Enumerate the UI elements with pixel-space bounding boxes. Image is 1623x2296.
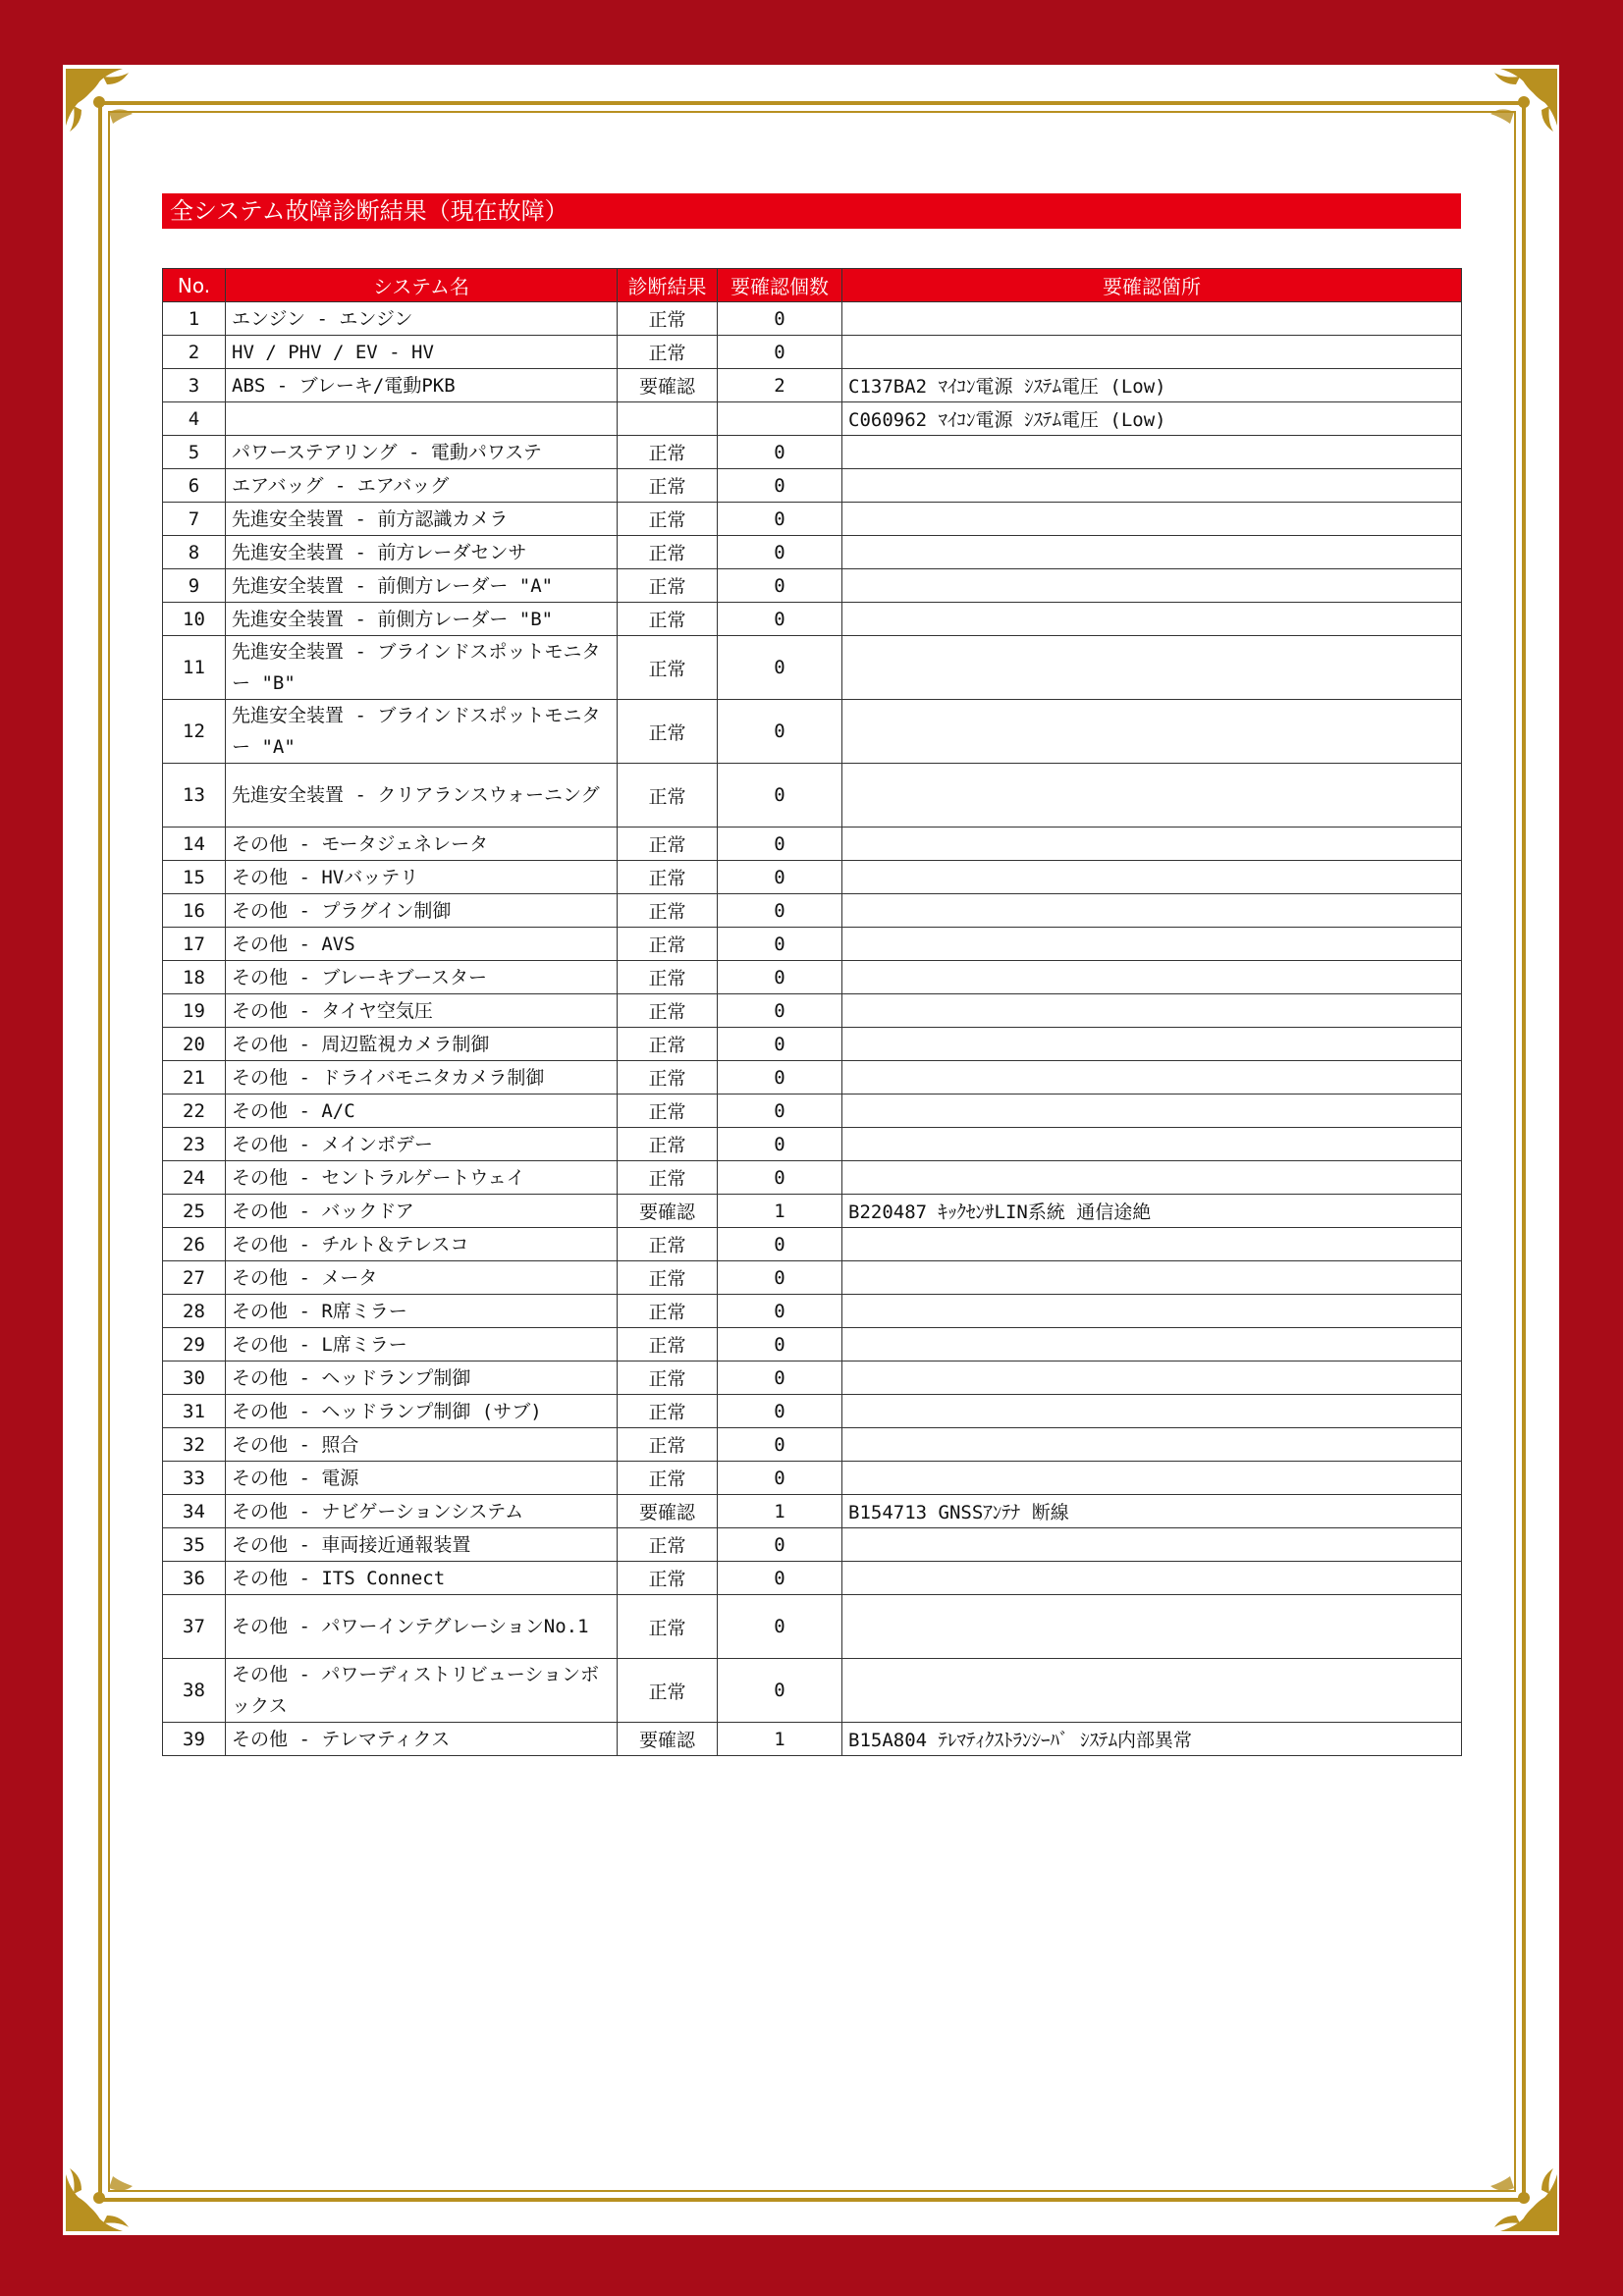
row-location <box>842 1095 1462 1128</box>
row-result: 正常 <box>618 1462 718 1495</box>
table-row <box>163 894 1462 928</box>
row-system-name: その他 - タイヤ空気圧 <box>226 994 618 1028</box>
table-row <box>163 1723 1462 1756</box>
row-location <box>842 1295 1462 1328</box>
row-system-name: ABS - ブレーキ/電動PKB <box>226 369 618 402</box>
row-count: 0 <box>718 1395 842 1428</box>
table-row <box>163 369 1462 402</box>
row-result: 正常 <box>618 636 718 700</box>
row-location <box>842 636 1462 700</box>
table-row <box>163 1659 1462 1723</box>
row-count: 2 <box>718 369 842 402</box>
row-result: 正常 <box>618 764 718 828</box>
row-no: 11 <box>163 636 226 700</box>
row-no: 5 <box>163 436 226 469</box>
row-result: 正常 <box>618 1161 718 1195</box>
row-system-name: その他 - プラグイン制御 <box>226 894 618 928</box>
table-row <box>163 436 1462 469</box>
row-location <box>842 861 1462 894</box>
row-result: 要確認 <box>618 1495 718 1528</box>
row-location <box>842 1428 1462 1462</box>
row-system-name: その他 - L席ミラー <box>226 1328 618 1362</box>
row-system-name <box>226 402 618 436</box>
row-system-name: エアバッグ - エアバッグ <box>226 469 618 503</box>
row-no: 16 <box>163 894 226 928</box>
row-location: B15A804 ﾃﾚﾏﾃｨｸｽﾄﾗﾝｼｰﾊﾞ ｼｽﾃﾑ内部異常 <box>842 1723 1462 1756</box>
header-no: No. <box>163 269 226 302</box>
row-no: 29 <box>163 1328 226 1362</box>
row-count: 1 <box>718 1723 842 1756</box>
row-result: 正常 <box>618 1595 718 1659</box>
row-result: 正常 <box>618 1395 718 1428</box>
row-location <box>842 569 1462 603</box>
row-location <box>842 828 1462 861</box>
row-system-name: その他 - チルト＆テレスコ <box>226 1228 618 1261</box>
row-system-name: その他 - メータ <box>226 1261 618 1295</box>
row-count: 0 <box>718 336 842 369</box>
row-no: 17 <box>163 928 226 961</box>
table-row <box>163 1362 1462 1395</box>
row-system-name: その他 - モータジェネレータ <box>226 828 618 861</box>
table-row <box>163 536 1462 569</box>
row-no: 31 <box>163 1395 226 1428</box>
table-row <box>163 700 1462 764</box>
row-count: 0 <box>718 302 842 336</box>
header-system-name: システム名 <box>226 269 618 302</box>
row-count: 0 <box>718 1061 842 1095</box>
row-no: 27 <box>163 1261 226 1295</box>
row-count: 0 <box>718 503 842 536</box>
row-count: 0 <box>718 1528 842 1562</box>
row-count: 0 <box>718 569 842 603</box>
table-row <box>163 402 1462 436</box>
row-system-name: パワーステアリング - 電動パワステ <box>226 436 618 469</box>
row-result: 正常 <box>618 1228 718 1261</box>
table-row <box>163 1161 1462 1195</box>
row-location <box>842 1562 1462 1595</box>
table-row <box>163 1061 1462 1095</box>
table-row <box>163 336 1462 369</box>
header-count: 要確認個数 <box>718 269 842 302</box>
row-no: 18 <box>163 961 226 994</box>
row-system-name: 先進安全装置 - クリアランスウォーニング <box>226 764 618 828</box>
row-system-name: 先進安全装置 - 前側方レーダー "B" <box>226 603 618 636</box>
row-result: 要確認 <box>618 1723 718 1756</box>
row-no: 32 <box>163 1428 226 1462</box>
row-result: 正常 <box>618 469 718 503</box>
row-result: 正常 <box>618 1528 718 1562</box>
row-count: 0 <box>718 603 842 636</box>
row-system-name: その他 - テレマティクス <box>226 1723 618 1756</box>
table-row <box>163 1228 1462 1261</box>
row-result: 正常 <box>618 1362 718 1395</box>
row-no: 25 <box>163 1195 226 1228</box>
row-count: 0 <box>718 928 842 961</box>
table-row <box>163 1395 1462 1428</box>
row-no: 10 <box>163 603 226 636</box>
corner-ornament-top-left <box>64 67 162 165</box>
row-count: 0 <box>718 1328 842 1362</box>
table-row <box>163 1195 1462 1228</box>
table-row <box>163 569 1462 603</box>
row-no: 21 <box>163 1061 226 1095</box>
corner-ornament-top-right <box>1461 67 1559 165</box>
row-count: 0 <box>718 700 842 764</box>
row-count: 0 <box>718 1228 842 1261</box>
row-result: 正常 <box>618 503 718 536</box>
row-count: 0 <box>718 764 842 828</box>
row-location <box>842 1595 1462 1659</box>
table-row <box>163 302 1462 336</box>
row-location <box>842 928 1462 961</box>
row-system-name: その他 - AVS <box>226 928 618 961</box>
row-location <box>842 1659 1462 1723</box>
table-row <box>163 1328 1462 1362</box>
row-count: 0 <box>718 828 842 861</box>
row-system-name: その他 - ITS Connect <box>226 1562 618 1595</box>
row-result: 正常 <box>618 536 718 569</box>
table-header-row <box>163 269 1462 302</box>
table-row <box>163 1028 1462 1061</box>
row-no: 26 <box>163 1228 226 1261</box>
row-result: 正常 <box>618 336 718 369</box>
row-system-name: その他 - 車両接近通報装置 <box>226 1528 618 1562</box>
row-location <box>842 994 1462 1028</box>
row-system-name: その他 - 電源 <box>226 1462 618 1495</box>
table-row <box>163 1528 1462 1562</box>
row-system-name: その他 - ドライバモニタカメラ制御 <box>226 1061 618 1095</box>
row-no: 33 <box>163 1462 226 1495</box>
row-result: 正常 <box>618 1261 718 1295</box>
row-location: B220487 ｷｯｸｾﾝｻLIN系統 通信途絶 <box>842 1195 1462 1228</box>
row-count: 0 <box>718 1295 842 1328</box>
row-no: 39 <box>163 1723 226 1756</box>
row-location <box>842 469 1462 503</box>
row-system-name: その他 - パワーディストリビューションボックス <box>226 1659 618 1723</box>
row-location <box>842 700 1462 764</box>
row-count: 1 <box>718 1195 842 1228</box>
row-result: 正常 <box>618 700 718 764</box>
row-system-name: エンジン - エンジン <box>226 302 618 336</box>
row-count: 0 <box>718 1161 842 1195</box>
row-location <box>842 1261 1462 1295</box>
row-system-name: その他 - ナビゲーションシステム <box>226 1495 618 1528</box>
table-row <box>163 469 1462 503</box>
row-system-name: その他 - セントラルゲートウェイ <box>226 1161 618 1195</box>
row-count: 1 <box>718 1495 842 1528</box>
table-row <box>163 764 1462 828</box>
row-count: 0 <box>718 469 842 503</box>
row-result: 正常 <box>618 894 718 928</box>
row-result: 正常 <box>618 828 718 861</box>
table-row <box>163 1295 1462 1328</box>
table-row <box>163 928 1462 961</box>
table-row <box>163 1462 1462 1495</box>
row-no: 14 <box>163 828 226 861</box>
table-row <box>163 994 1462 1028</box>
table-row <box>163 1562 1462 1595</box>
table-row <box>163 636 1462 700</box>
row-system-name: その他 - ヘッドランプ制御 <box>226 1362 618 1395</box>
row-count: 0 <box>718 1595 842 1659</box>
row-system-name: 先進安全装置 - 前側方レーダー "A" <box>226 569 618 603</box>
row-no: 6 <box>163 469 226 503</box>
row-location <box>842 1462 1462 1495</box>
row-location <box>842 764 1462 828</box>
corner-ornament-bottom-right <box>1461 2135 1559 2233</box>
row-no: 23 <box>163 1128 226 1161</box>
row-result: 正常 <box>618 1659 718 1723</box>
row-count: 0 <box>718 894 842 928</box>
row-location <box>842 336 1462 369</box>
row-count: 0 <box>718 1128 842 1161</box>
page-title: 全システム故障診断結果（現在故障） <box>162 193 1461 229</box>
row-system-name: 先進安全装置 - ブラインドスポットモニター "B" <box>226 636 618 700</box>
row-system-name: その他 - A/C <box>226 1095 618 1128</box>
row-no: 28 <box>163 1295 226 1328</box>
row-count: 0 <box>718 1261 842 1295</box>
table-row <box>163 828 1462 861</box>
table-row <box>163 1428 1462 1462</box>
row-result: 正常 <box>618 1295 718 1328</box>
row-system-name: その他 - バックドア <box>226 1195 618 1228</box>
row-result: 正常 <box>618 1428 718 1462</box>
row-result: 正常 <box>618 1562 718 1595</box>
row-result: 正常 <box>618 1128 718 1161</box>
row-result: 正常 <box>618 1328 718 1362</box>
row-no: 8 <box>163 536 226 569</box>
header-result: 診断結果 <box>618 269 718 302</box>
row-location <box>842 603 1462 636</box>
row-count: 0 <box>718 994 842 1028</box>
row-system-name: 先進安全装置 - ブラインドスポットモニター "A" <box>226 700 618 764</box>
row-location <box>842 1328 1462 1362</box>
row-count: 0 <box>718 861 842 894</box>
row-count: 0 <box>718 961 842 994</box>
row-system-name: その他 - ブレーキブースター <box>226 961 618 994</box>
row-result: 正常 <box>618 961 718 994</box>
row-location <box>842 1061 1462 1095</box>
row-count: 0 <box>718 436 842 469</box>
row-system-name: その他 - パワーインテグレーションNo.1 <box>226 1595 618 1659</box>
row-system-name: その他 - ヘッドランプ制御 (サブ) <box>226 1395 618 1428</box>
table-row <box>163 503 1462 536</box>
row-result: 正常 <box>618 928 718 961</box>
diagnosis-table <box>162 268 1462 1756</box>
row-location <box>842 1528 1462 1562</box>
row-result: 要確認 <box>618 369 718 402</box>
row-result <box>618 402 718 436</box>
row-count: 0 <box>718 1659 842 1723</box>
row-result: 正常 <box>618 569 718 603</box>
row-location <box>842 961 1462 994</box>
row-no: 15 <box>163 861 226 894</box>
row-no: 3 <box>163 369 226 402</box>
row-no: 12 <box>163 700 226 764</box>
row-location: C137BA2 ﾏｲｺﾝ電源 ｼｽﾃﾑ電圧 (Low) <box>842 369 1462 402</box>
row-result: 正常 <box>618 1028 718 1061</box>
row-result: 正常 <box>618 436 718 469</box>
row-result: 正常 <box>618 1095 718 1128</box>
row-result: 正常 <box>618 302 718 336</box>
row-result: 正常 <box>618 603 718 636</box>
table-row <box>163 1261 1462 1295</box>
row-no: 38 <box>163 1659 226 1723</box>
row-result: 正常 <box>618 994 718 1028</box>
row-location <box>842 1228 1462 1261</box>
row-result: 正常 <box>618 861 718 894</box>
table-row <box>163 603 1462 636</box>
row-count: 0 <box>718 1562 842 1595</box>
row-system-name: その他 - HVバッテリ <box>226 861 618 894</box>
row-location: C060962 ﾏｲｺﾝ電源 ｼｽﾃﾑ電圧 (Low) <box>842 402 1462 436</box>
row-system-name: 先進安全装置 - 前方レーダセンサ <box>226 536 618 569</box>
row-system-name: 先進安全装置 - 前方認識カメラ <box>226 503 618 536</box>
row-no: 36 <box>163 1562 226 1595</box>
row-location <box>842 436 1462 469</box>
row-result: 正常 <box>618 1061 718 1095</box>
row-system-name: HV / PHV / EV - HV <box>226 336 618 369</box>
row-location <box>842 536 1462 569</box>
row-no: 19 <box>163 994 226 1028</box>
row-count <box>718 402 842 436</box>
row-no: 20 <box>163 1028 226 1061</box>
row-no: 30 <box>163 1362 226 1395</box>
table-row <box>163 861 1462 894</box>
row-no: 24 <box>163 1161 226 1195</box>
row-no: 13 <box>163 764 226 828</box>
row-no: 4 <box>163 402 226 436</box>
row-result: 要確認 <box>618 1195 718 1228</box>
row-system-name: その他 - メインボデー <box>226 1128 618 1161</box>
row-count: 0 <box>718 1362 842 1395</box>
row-location <box>842 894 1462 928</box>
row-count: 0 <box>718 1028 842 1061</box>
row-location <box>842 1128 1462 1161</box>
table-row <box>163 1095 1462 1128</box>
header-location: 要確認箇所 <box>842 269 1462 302</box>
row-no: 2 <box>163 336 226 369</box>
row-no: 22 <box>163 1095 226 1128</box>
corner-ornament-bottom-left <box>64 2135 162 2233</box>
row-location <box>842 1028 1462 1061</box>
row-location <box>842 1362 1462 1395</box>
row-no: 37 <box>163 1595 226 1659</box>
row-location <box>842 503 1462 536</box>
row-count: 0 <box>718 536 842 569</box>
row-no: 7 <box>163 503 226 536</box>
row-system-name: その他 - 照合 <box>226 1428 618 1462</box>
row-count: 0 <box>718 1095 842 1128</box>
table-row <box>163 961 1462 994</box>
row-count: 0 <box>718 636 842 700</box>
row-location <box>842 1395 1462 1428</box>
row-no: 35 <box>163 1528 226 1562</box>
table-row <box>163 1128 1462 1161</box>
row-no: 9 <box>163 569 226 603</box>
row-system-name: その他 - 周辺監視カメラ制御 <box>226 1028 618 1061</box>
row-location: B154713 GNSSｱﾝﾃﾅ 断線 <box>842 1495 1462 1528</box>
row-location <box>842 1161 1462 1195</box>
row-no: 34 <box>163 1495 226 1528</box>
row-location <box>842 302 1462 336</box>
row-count: 0 <box>718 1462 842 1495</box>
table-row <box>163 1595 1462 1659</box>
row-count: 0 <box>718 1428 842 1462</box>
row-no: 1 <box>163 302 226 336</box>
table-row <box>163 1495 1462 1528</box>
row-system-name: その他 - R席ミラー <box>226 1295 618 1328</box>
